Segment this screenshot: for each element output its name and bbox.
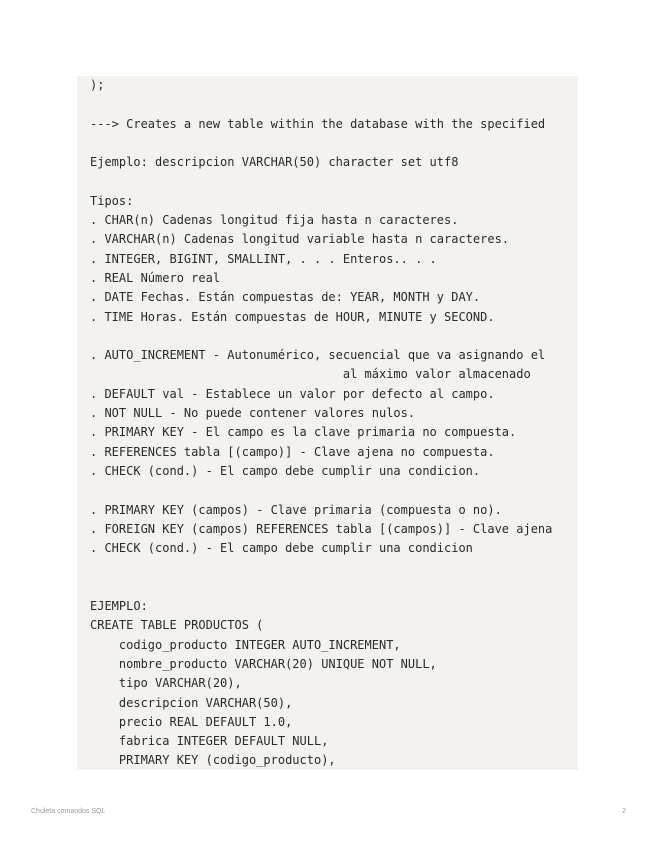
code-line: al máximo valor almacenado	[90, 367, 531, 382]
code-line: . PRIMARY KEY - El campo es la clave primaria no compuesta.	[90, 425, 517, 440]
code-line: . AUTO_INCREMENT - Autonumérico, secuencial que va asignando el	[90, 348, 546, 363]
code-block	[77, 76, 578, 770]
code-line: CREATE TABLE PRODUCTOS (	[90, 618, 264, 633]
code-lines	[90, 76, 578, 770]
code-line: . DEFAULT val - Establece un valor por defecto al campo.	[90, 386, 495, 401]
code-line: Tipos:	[90, 193, 134, 208]
code-line: codigo_producto INTEGER AUTO_INCREMENT,	[90, 637, 401, 652]
code-line	[90, 95, 578, 114]
code-line	[90, 327, 578, 346]
code-line	[90, 134, 578, 153]
code-line: nombre_producto VARCHAR(20) UNIQUE NOT NULL,	[90, 656, 437, 671]
code-line	[90, 578, 578, 597]
code-line: Ejemplo: descripcion VARCHAR(50) character set utf8	[90, 155, 459, 170]
code-line: PRIMARY KEY (codigo_producto),	[90, 753, 336, 768]
code-line: precio REAL DEFAULT 1.0,	[90, 714, 293, 729]
code-line	[90, 558, 578, 577]
code-line: . DATE Fechas. Están compuestas de: YEAR, MONTH y DAY.	[90, 290, 481, 305]
code-line: . CHAR(n) Cadenas longitud fija hasta n caracteres.	[90, 213, 459, 228]
code-line	[90, 172, 578, 191]
code-line: );	[90, 78, 105, 92]
code-line: . PRIMARY KEY (campos) - Clave primaria (compuesta o no).	[90, 502, 502, 517]
code-line: . VARCHAR(n) Cadenas longitud variable hasta n caracteres.	[90, 232, 510, 247]
code-line: EJEMPLO:	[90, 599, 148, 614]
code-line: ---> Creates a new table within the database with the specified	[90, 116, 546, 131]
code-line	[90, 481, 578, 500]
code-line: . CHECK (cond.) - El campo debe cumplir una condicion	[90, 541, 473, 556]
code-line: descripcion VARCHAR(50),	[90, 695, 293, 710]
page-number: 2	[622, 808, 626, 815]
code-line: . REAL Número real	[90, 270, 221, 285]
code-line: . NOT NULL - No puede contener valores nulos.	[90, 406, 416, 421]
code-line: . REFERENCES tabla [(campo)] - Clave ajena no compuesta.	[90, 444, 495, 459]
code-line: . CHECK (cond.) - El campo debe cumplir una condicion.	[90, 463, 481, 478]
code-line: . TIME Horas. Están compuestas de HOUR, MINUTE y SECOND.	[90, 309, 495, 324]
code-line: . INTEGER, BIGINT, SMALLINT, . . . Enteros.. . .	[90, 251, 437, 266]
code-line: fabrica INTEGER DEFAULT NULL,	[90, 734, 329, 749]
footer-title: Chuleta comandos SQL	[31, 808, 106, 815]
code-line: . FOREIGN KEY (campos) REFERENCES tabla [(campos)] - Clave ajena	[90, 521, 553, 536]
code-line: tipo VARCHAR(20),	[90, 676, 242, 691]
